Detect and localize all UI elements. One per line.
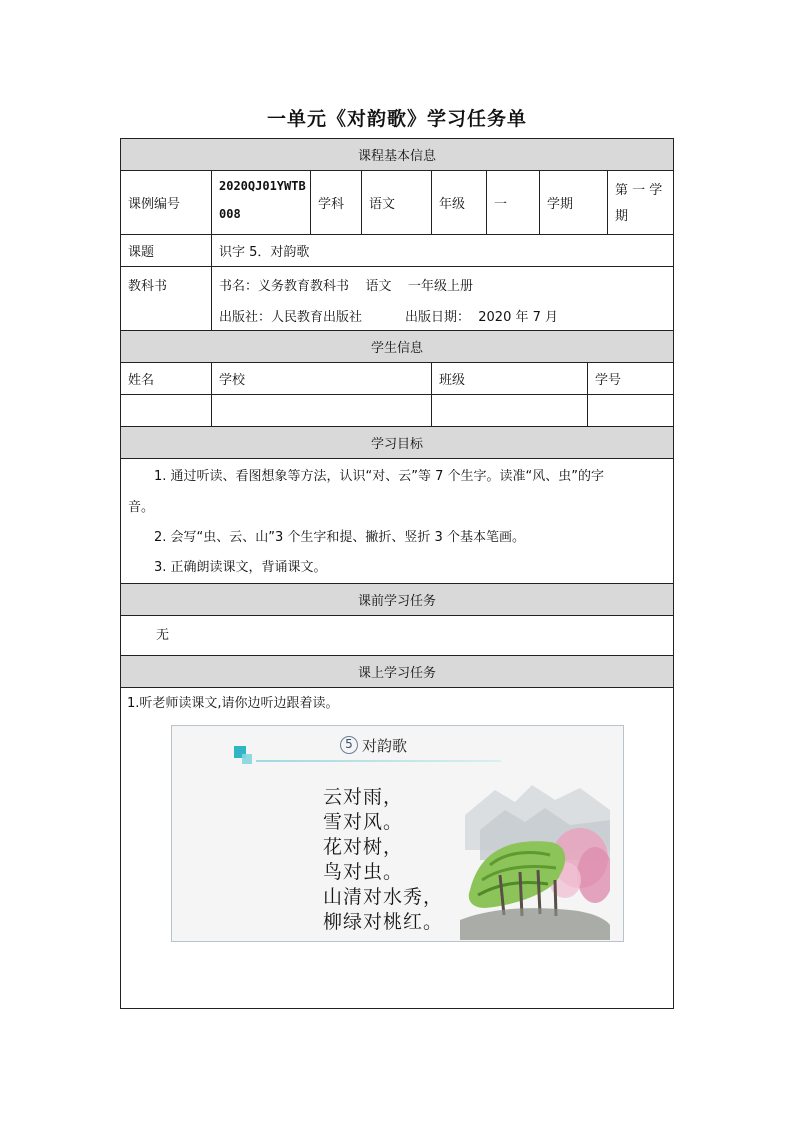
lesson-heading: 对韵歌 — [362, 737, 408, 755]
student-class-field[interactable] — [432, 395, 588, 426]
section-header-pre-task — [121, 584, 673, 616]
term-line-2: 期 — [615, 209, 629, 224]
section-title: 学习目标 — [370, 437, 423, 452]
poem-line: 柳绿对桃红。 — [323, 911, 444, 933]
section-title: 课上学习任务 — [357, 666, 436, 681]
book-publisher: 出版社：人民教育出版社 — [219, 310, 363, 325]
lesson-illustration — [171, 725, 624, 942]
term-label: 学期 — [540, 171, 608, 234]
student-input-row — [121, 395, 673, 427]
textbook-label-cell — [121, 267, 212, 330]
code-line-1: 2020QJ01YWTB — [219, 179, 306, 193]
book-name: 书名：义务教育教科书 语文 一年级上册 — [219, 279, 474, 294]
goals-content — [121, 459, 673, 584]
student-label-row — [121, 363, 673, 395]
light-square-icon — [242, 754, 252, 764]
in-class-task-1: 1.听老师读课文,请你边听边跟着读。 — [127, 696, 339, 711]
goal-1: 1. 通过听读、看图想象等方法，认识“对、云”等 7 个生字。读准“风、虫”的字 — [154, 469, 605, 484]
term-value — [608, 171, 673, 234]
student-name-label: 姓名 — [121, 363, 212, 394]
topic-label: 课题 — [121, 235, 212, 266]
grade-label: 年级 — [432, 171, 487, 234]
textbook-row — [121, 267, 673, 331]
topic-row — [121, 235, 673, 267]
section-header-in-class — [121, 656, 673, 688]
heading-rule — [256, 760, 501, 762]
student-school-field[interactable] — [212, 395, 432, 426]
goal-2: 2. 会写“虫、云、山”3 个生字和提、撇折、竖折 3 个基本笔画。 — [154, 530, 525, 545]
section-title: 学生信息 — [370, 341, 423, 356]
willow-landscape-painting — [460, 780, 610, 940]
section-header-goals — [121, 427, 673, 459]
task-sheet-table — [120, 138, 674, 1009]
course-code-row — [121, 171, 673, 235]
textbook-label: 教科书 — [128, 279, 168, 294]
in-class-content — [121, 688, 673, 1008]
student-id-label: 学号 — [595, 373, 622, 388]
subject-label: 学科 — [311, 171, 362, 234]
code-line-2: 008 — [219, 207, 241, 221]
poem-line: 雪对风。 — [323, 811, 404, 833]
section-title: 课程基本信息 — [357, 149, 436, 164]
book-pub-date: 出版日期： 2020 年 7 月 — [405, 310, 559, 325]
subject-value: 语文 — [362, 171, 432, 234]
poem-line: 云对雨， — [323, 786, 404, 808]
topic-value: 识字 5．对韵歌 — [219, 245, 310, 260]
page-title: 一单元《对韵歌》学习任务单 — [266, 108, 527, 130]
pre-task-text: 无 — [156, 628, 170, 643]
section-header-student — [121, 331, 673, 363]
student-school-label: 学校 — [212, 363, 432, 394]
code-label: 课例编号 — [121, 171, 212, 234]
textbook-info — [212, 267, 673, 330]
goal-1-cont: 音。 — [128, 500, 155, 515]
lesson-number-badge: 5 — [340, 736, 358, 754]
student-name-field[interactable] — [121, 395, 212, 426]
code-value — [212, 171, 311, 234]
term-line-1: 第 一 学 — [615, 183, 663, 198]
section-title: 课前学习任务 — [357, 594, 436, 609]
student-id-field[interactable] — [588, 395, 673, 426]
poem-line: 鸟对虫。 — [323, 861, 404, 883]
pre-task-content — [121, 616, 673, 656]
section-header-basic — [121, 139, 673, 171]
goal-3: 3. 正确朗读课文，背诵课文。 — [154, 560, 327, 575]
student-class-label: 班级 — [432, 363, 588, 394]
poem-line: 花对树， — [323, 836, 404, 858]
poem-line: 山清对水秀， — [323, 886, 444, 908]
grade-value: 一 — [487, 171, 540, 234]
